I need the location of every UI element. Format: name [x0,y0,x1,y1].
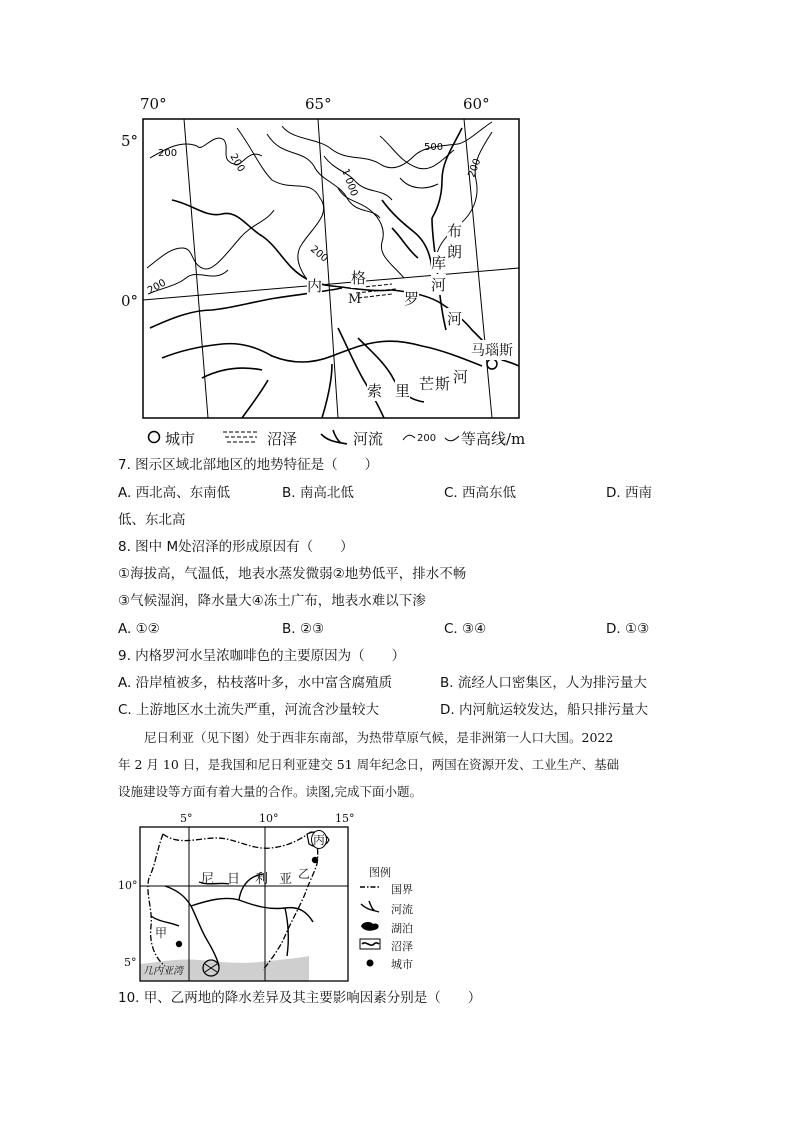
passage-line-1: 尼日利亚（见下图）处于西非东南部，为热带草原气候，是非洲第一人口大国。2022 [144,730,614,745]
legend-river-label-2: 河流 [391,903,413,916]
gulf-label: 几内亚湾 [143,966,183,977]
q7-option-b: B. 南高北低 [282,485,354,501]
q9-option-b: B. 流经人口密集区，人为排污量大 [440,675,647,691]
legend-marsh-label: 沼泽 [267,430,298,448]
legend-lake-label: 湖泊 [391,922,413,935]
legend-title: 图例 [369,866,391,879]
q7-option-d-continued: 低、东北高 [118,512,186,528]
amazon-map [115,90,555,450]
legend-border-label: 国界 [391,883,413,896]
city-label-manaus: 马瑙斯 [471,340,513,360]
river-char-nei: 内 [307,277,323,295]
river-char-bu: 布 [447,222,463,240]
legend-contour-label: 等高线/m [461,430,526,448]
river-char-mang: 芒 [419,375,435,393]
place-label-bing: 丙 [311,830,327,849]
q8-statement-line-1: ①海拔高，气温低，地表水蒸发微弱②地势低平，排水不畅 [118,566,467,582]
river-char-si: 斯 [435,375,451,393]
country-char-ri: 日 [227,872,241,887]
legend-city-label: 城市 [165,430,196,448]
q8-stem: 8. 图中 M处沼泽的形成原因有（ ） [118,539,354,555]
river-char-suo: 索 [367,382,383,400]
q9-option-c: C. 上游地区水土流失严重，河流含沙量较大 [118,702,380,718]
river-legend-icon [319,428,349,446]
q7-option-d: D. 西南 [606,485,652,501]
q9-option-a: A. 沿岸植被多，枯枝落叶多，水中富含腐殖质 [118,675,393,691]
lon-label-10: 10° [259,812,279,825]
passage-line-3: 设施建设等方面有着大量的合作。读图,完成下面小题。 [118,784,422,799]
nigeria-map [115,812,435,984]
lon-label-65: 65° [305,95,332,113]
river-char-lang: 朗 [447,243,463,261]
country-char-ni: 尼 [201,872,215,887]
lake-legend-icon [359,920,381,932]
marsh-legend-icon [221,428,261,446]
city-legend-icon-2 [365,958,375,968]
passage-line-2: 年 2 月 10 日，是我国和尼日利亚建交 51 周年纪念日，两国在资源开发、工业生产、基础 [118,757,620,772]
nigeria-map-frame [139,826,349,982]
contour-label-200-e: 200 [146,277,169,297]
lon-label-70: 70° [140,95,167,113]
lon-label-60: 60° [463,95,490,113]
river-char-li: 里 [395,382,411,400]
country-char-li: 利 [255,872,269,887]
lat-label-5: 5° [121,132,139,150]
lat-label-10: 10° [118,879,138,892]
legend-city-label-2: 城市 [391,958,413,971]
river-char-he-1: 河 [431,276,447,294]
contour-label-1000: 1 000 [339,167,360,198]
legend-swamp-label: 沼泽 [391,940,413,953]
river-char-ge: 格 [351,269,367,287]
q10-stem: 10. 甲、乙两地的降水差异及其主要影响因素分别是（ ） [118,990,482,1006]
legend-river-label: 河流 [353,430,384,448]
legend-contour-value: 200 [417,433,437,444]
q8-option-c: C. ③④ [444,621,487,637]
contour-label-200-b: 200 [227,152,247,175]
contour-label-200-d: 200 [308,243,330,265]
lon-label-5: 5° [180,812,193,825]
q7-stem: 7. 图示区域北部地区的地势特征是（ ） [118,457,379,473]
lat-label-5: 5° [124,956,137,969]
swamp-legend-icon [359,938,381,950]
border-legend-icon [359,882,381,892]
city-legend-icon [147,430,161,444]
q8-option-a: A. ①② [118,621,160,637]
contour-label-200-c: 200 [466,157,484,180]
river-char-luo: 罗 [404,290,420,308]
place-label-jia: 甲 [155,926,168,940]
contour-label-200-a: 200 [158,148,178,159]
q9-stem: 9. 内格罗河水呈浓咖啡色的主要原因为（ ） [118,648,406,664]
river-legend-icon-2 [359,900,381,914]
q7-option-a: A. 西北高、东南低 [118,485,231,501]
river-char-ku: 库 [431,254,447,272]
q8-statement-line-2: ③气候湿润，降水量大④冻土广布，地表水难以下渗 [118,593,426,609]
river-char-he-3: 河 [453,368,469,386]
marsh-label-m: M [348,292,362,307]
q8-option-b: B. ②③ [282,621,325,637]
q9-option-d: D. 内河航运较发达，船只排污量大 [440,702,648,718]
river-char-he-2: 河 [447,310,463,328]
contour-label-500: 500 [424,142,444,153]
country-char-ya: 亚 [279,872,293,887]
amazon-map-legend [145,426,565,448]
q8-option-d: D. ①③ [606,621,650,637]
q7-option-c: C. 西高东低 [444,485,517,501]
place-label-yi: 乙 [298,867,311,881]
lon-label-15: 15° [335,812,355,825]
lat-label-0: 0° [121,292,139,310]
